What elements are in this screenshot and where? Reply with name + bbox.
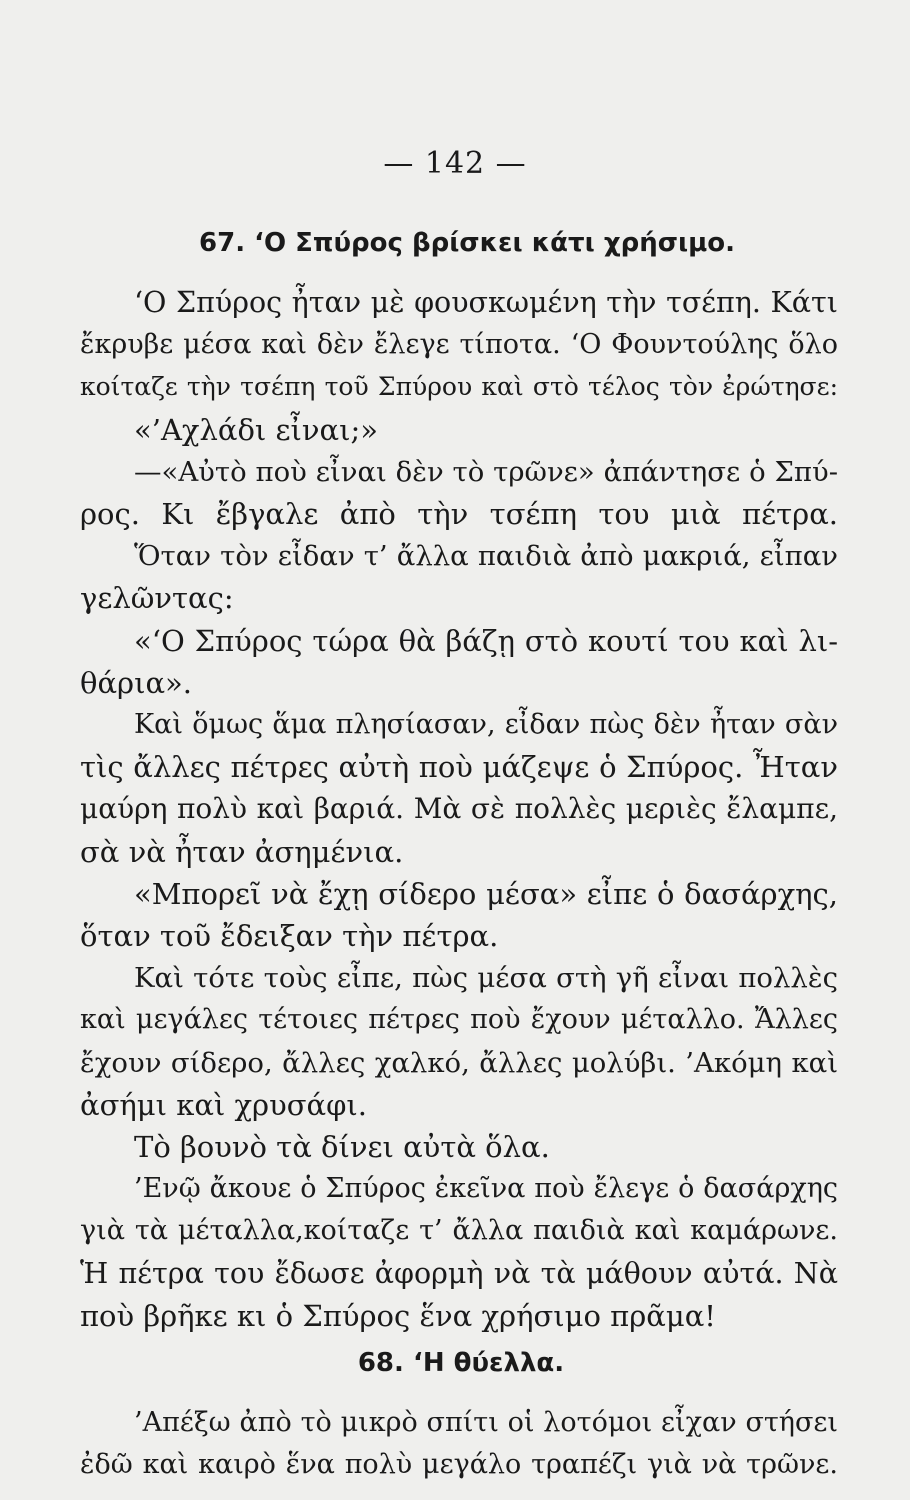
section-title-68: 68. ‘Η θύελλα. bbox=[357, 1348, 565, 1378]
text-line: «’Αχλάδι εἶναι;» bbox=[134, 412, 378, 447]
text-line: γελῶντας: bbox=[80, 581, 234, 616]
text-line: Ὅταν τὸν εἶδαν τ’ ἄλλα παιδιὰ ἀπὸ μακριά, εἶπαν bbox=[134, 540, 838, 573]
text-line: ἐδῶ καὶ καιρὸ ἕνα πολὺ μεγάλο τραπέζι γιὰ νὰ τρῶνε. bbox=[80, 1449, 838, 1481]
text-line: τὶς ἄλλες πέτρες αὐτὴ ποὺ μάζεψε ὁ Σπύρος. Ἦταν bbox=[80, 750, 838, 785]
text-line: ’Ενῷ ἄκουε ὁ Σπύρος ἐκεῖνα ποὺ ἔλεγε ὁ δασάρχης bbox=[134, 1173, 838, 1205]
text-line: ρος. Κι ἔβγαλε ἀπὸ τὴν τσέπη του μιὰ πέτρα. bbox=[80, 497, 838, 532]
text-line: «Μπορεῖ νὰ ἔχῃ σίδερο μέσα» εἶπε ὁ δασάρχης, bbox=[134, 876, 838, 911]
text-line: Ἡ πέτρα του ἔδωσε ἀφορμὴ νὰ τὰ μάθουν αὐτά. Νὰ bbox=[80, 1256, 838, 1290]
text-line: γιὰ τὰ μέταλλα,κοίταζε τ’ ἄλλα παιδιὰ καὶ καμάρωνε. bbox=[80, 1215, 838, 1247]
text-line: καὶ μεγάλες τέτοιες πέτρες ποὺ ἔχουν μέταλλο. Ἄλλες bbox=[80, 1004, 838, 1036]
section-title-67: 67. ‘Ο Σπύρος βρίσκει κάτι χρήσιμο. bbox=[199, 228, 735, 258]
text-line: μαύρη πολὺ καὶ βαριά. Μὰ σὲ πολλὲς μεριὲς ἔλαμπε, bbox=[80, 792, 838, 826]
text-line: ἀσήμι καὶ χρυσάφι. bbox=[80, 1087, 368, 1122]
text-line: θάρια». bbox=[80, 665, 193, 700]
text-line: Καὶ ὅμως ἅμα πλησίασαν, εἶδαν πὼς δὲν ἦταν σὰν bbox=[134, 709, 838, 741]
text-line: «‘Ο Σπύρος τώρα θὰ βάζῃ στὸ κουτί του καὶ λι- bbox=[134, 623, 838, 658]
text-line: ‘Ο Σπύρος ἦταν μὲ φουσκωμένη τὴν τσέπη. Κάτι bbox=[134, 286, 838, 319]
text-line: ποὺ βρῆκε κι ὁ Σπύρος ἕνα χρήσιμο πρᾶμα! bbox=[80, 1298, 716, 1333]
text-line: ὅταν τοῦ ἔδειξαν τὴν πέτρα. bbox=[80, 919, 499, 954]
text-line: σὰ νὰ ἦταν ἀσημένια. bbox=[80, 834, 404, 869]
text-line: Τὸ βουνὸ τὰ δίνει αὐτὰ ὅλα. bbox=[134, 1130, 550, 1165]
text-line: κοίταζε τὴν τσέπη τοῦ Σπύρου καὶ στὸ τέλος τὸν ἐρώτησε: bbox=[80, 372, 838, 402]
text-line: Καὶ τότε τοὺς εἶπε, πὼς μέσα στὴ γῆ εἶναι πολλὲς bbox=[134, 962, 838, 995]
page-number: — 142 — bbox=[383, 146, 527, 181]
text-line: —«Αὐτὸ ποὺ εἶναι δὲν τὸ τρῶνε» ἀπάντησε ὁ Σπύ- bbox=[134, 455, 838, 488]
section-body-68 bbox=[80, 1402, 838, 1486]
text-line: ἔχουν σίδερο, ἄλλες χαλκό, ἄλλες μολύβι. ’Ακόμη καὶ bbox=[80, 1046, 838, 1079]
text-line: ’Απέξω ἀπὸ τὸ μικρὸ σπίτι οἱ λοτόμοι εἶχαν στήσει bbox=[134, 1407, 838, 1438]
text-line: ἔκρυβε μέσα καὶ δὲν ἔλεγε τίποτα. ‘Ο Φουντούλης ὅλο bbox=[80, 329, 838, 361]
section-body-67 bbox=[80, 282, 838, 1337]
